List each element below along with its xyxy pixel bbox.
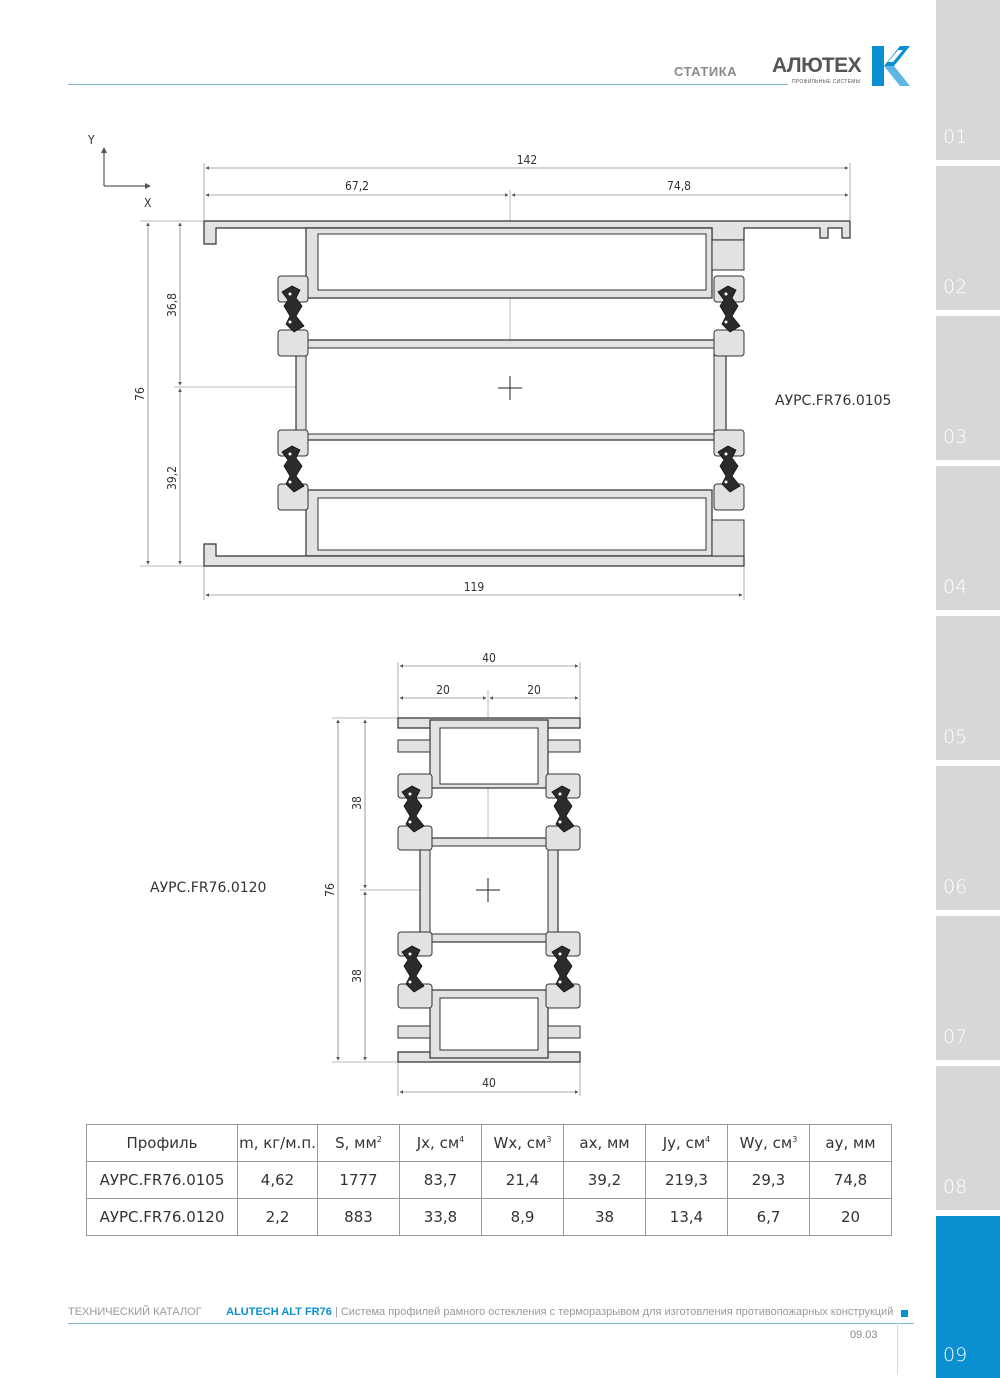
table-cell: АУРС.FR76.0120: [87, 1199, 238, 1236]
tab-06[interactable]: 06: [936, 766, 1000, 910]
table-cell: 20: [810, 1199, 892, 1236]
table-cell: АУРС.FR76.0105: [87, 1162, 238, 1199]
col-header: Jx, $см^4$: [400, 1125, 482, 1162]
table-cell: 83,7: [400, 1162, 482, 1199]
table-cell: 219,3: [646, 1162, 728, 1199]
col-header: S, $мм^2$: [318, 1125, 400, 1162]
footer-catalog: ТЕХНИЧЕСКИЙ КАТАЛОГ: [68, 1306, 202, 1318]
dim-total-width: 142: [516, 153, 538, 167]
col-header: ax, мм: [564, 1125, 646, 1162]
section-title: СТАТИКА: [674, 64, 738, 79]
tab-02[interactable]: 02: [936, 166, 1000, 310]
table-cell: 74,8: [810, 1162, 892, 1199]
col-header: Wy, $см^3$: [728, 1125, 810, 1162]
drawing-profile-0120: [150, 651, 580, 1096]
dim2-width: 40: [482, 651, 496, 665]
dim-right-width: 74,8: [666, 179, 692, 193]
properties-table: [86, 1124, 892, 1236]
table-cell: 6,7: [728, 1199, 810, 1236]
dim-lower-height: 39,2: [165, 465, 179, 491]
footer-text: ТЕХНИЧЕСКИЙ КАТАЛОГ ALUTECH ALT FR76 | Система профилей рамного остекления с терморазрывом для изготовления противопожарных конструкций: [68, 1306, 894, 1318]
profile-label-0120: АУРС.FR76.0120: [150, 880, 267, 896]
axis-x-label: X: [144, 196, 152, 210]
tab-01[interactable]: 01: [936, 0, 1000, 160]
dim-bottom-width: 119: [463, 580, 485, 594]
table-cell: 8,9: [482, 1199, 564, 1236]
dim2-height: 76: [323, 883, 337, 897]
col-header: Jy, $см^4$: [646, 1125, 728, 1162]
footer-square-icon: [901, 1310, 908, 1317]
dim2-right: 20: [527, 683, 541, 697]
logo-subtitle: ПРОФИЛЬНЫЕ СИСТЕМЫ: [792, 79, 861, 85]
tab-08[interactable]: 08: [936, 1066, 1000, 1210]
table-cell: 13,4: [646, 1199, 728, 1236]
col-header: Профиль: [87, 1125, 238, 1162]
dim2-lower: 38: [350, 969, 364, 983]
col-header: Wx, $см^3$: [482, 1125, 564, 1162]
table-header-row: [87, 1125, 892, 1162]
dim-left-width: 67,2: [344, 179, 370, 193]
page-number: 09.03: [850, 1329, 878, 1341]
dim2-upper: 38: [350, 796, 364, 810]
footer-rule: [68, 1323, 914, 1324]
table-cell: 29,3: [728, 1162, 810, 1199]
table-cell: 33,8: [400, 1199, 482, 1236]
table-cell: 1777: [318, 1162, 400, 1199]
chapter-tabs: [936, 0, 1000, 1378]
tab-04[interactable]: 04: [936, 466, 1000, 610]
table-cell: 883: [318, 1199, 400, 1236]
footer-vertical-rule: [897, 1323, 898, 1375]
table-row: [87, 1199, 892, 1236]
tab-03[interactable]: 03: [936, 316, 1000, 460]
table-cell: 4,62: [238, 1162, 318, 1199]
table-cell: 39,2: [564, 1162, 646, 1199]
dim-height: 76: [133, 387, 147, 401]
footer-system: ALUTECH ALT FR76: [226, 1306, 332, 1318]
axis-y-label: Y: [88, 133, 95, 147]
tab-09[interactable]: 09: [936, 1216, 1000, 1378]
col-header: ay, мм: [810, 1125, 892, 1162]
logo-name: АЛЮТЕХ: [772, 54, 862, 77]
footer-description: Система профилей рамного остекления с терморазрывом для изготовления противопожарных конструкций: [340, 1306, 894, 1318]
table-cell: 38: [564, 1199, 646, 1236]
tab-05[interactable]: 05: [936, 616, 1000, 760]
tab-07[interactable]: 07: [936, 916, 1000, 1060]
drawing-profile-0105: [87, 133, 891, 600]
col-header: m, кг/м.п.: [238, 1125, 318, 1162]
table-cell: 2,2: [238, 1199, 318, 1236]
profile-label-0105: АУРС.FR76.0105: [775, 393, 892, 409]
dim2-bottom: 40: [482, 1076, 496, 1090]
dim-upper-height: 36,8: [165, 292, 179, 318]
table-cell: 21,4: [482, 1162, 564, 1199]
table-row: [87, 1162, 892, 1199]
dim2-left: 20: [436, 683, 450, 697]
